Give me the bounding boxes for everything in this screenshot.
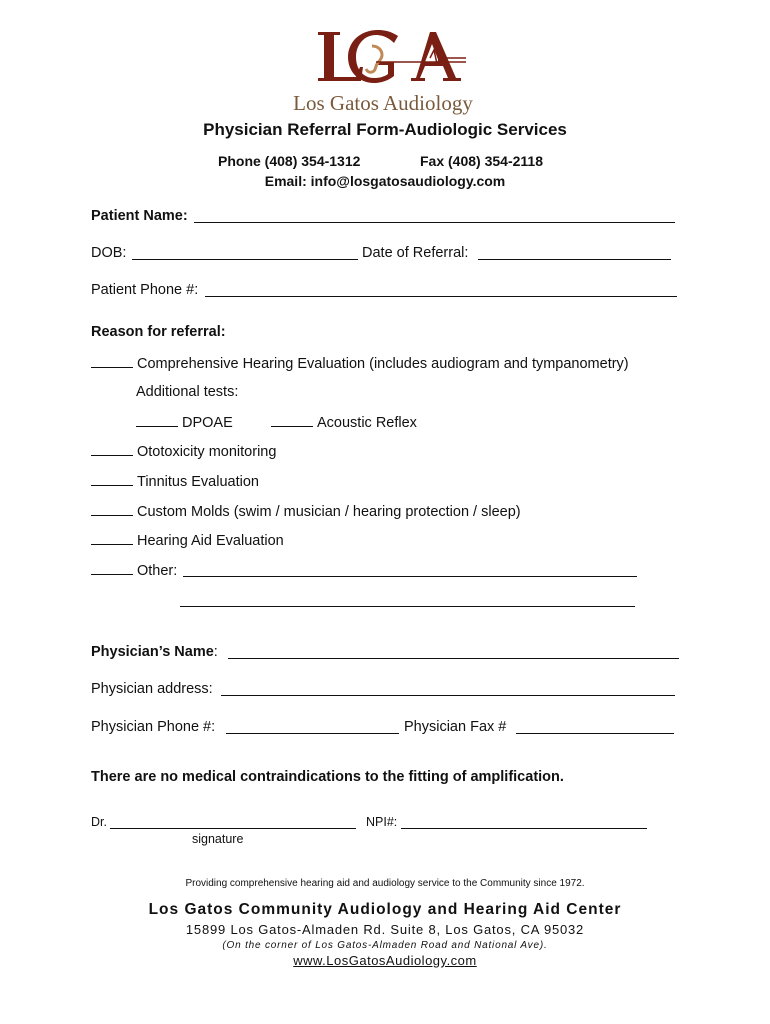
other-label: Other:: [137, 563, 178, 579]
dpoae-label: DPOAE: [182, 415, 233, 431]
custom-molds-label: Custom Molds (swim / musician / hearing protection / sleep): [137, 504, 521, 520]
acoustic-reflex-label: Acoustic Reflex: [317, 415, 417, 431]
logo-subtitle: Los Gatos Audiology: [293, 91, 473, 115]
physician-fax-field[interactable]: [516, 733, 674, 734]
other-blank[interactable]: [91, 562, 133, 575]
footer-center-name: Los Gatos Community Audiology and Hearing Aid Center: [148, 901, 622, 918]
dpoae-blank[interactable]: [136, 414, 178, 427]
other-option[interactable]: [91, 562, 177, 579]
contraindications-statement: There are no medical contraindications to the fitting of amplification.: [91, 769, 564, 785]
footer-website-link[interactable]: www.LosGatosAudiology.com: [293, 953, 477, 968]
physician-address-label: Physician address:: [91, 681, 213, 697]
footer-address: 15899 Los Gatos-Almaden Rd. Suite 8, Los Gatos, CA 95032: [185, 922, 585, 937]
reason-heading: Reason for referral:: [91, 324, 226, 340]
dob-field[interactable]: [132, 259, 358, 260]
email-address[interactable]: Email: info@losgatosaudiology.com: [264, 173, 506, 189]
custom-molds-blank[interactable]: [91, 503, 133, 516]
ototoxicity-option[interactable]: [91, 443, 276, 460]
phone-number: Phone (408) 354-1312: [218, 153, 361, 169]
dr-label: Dr.: [91, 815, 107, 829]
physician-phone-field[interactable]: [226, 733, 399, 734]
hearing-aid-label: Hearing Aid Evaluation: [137, 533, 284, 549]
patient-name-label: Patient Name:: [91, 208, 188, 224]
acoustic-reflex-option[interactable]: [271, 414, 417, 431]
dpoae-option[interactable]: [136, 414, 233, 431]
acoustic-reflex-blank[interactable]: [271, 414, 313, 427]
other-field-line-2[interactable]: [180, 606, 635, 607]
referral-date-field[interactable]: [478, 259, 671, 260]
signature-caption: signature: [192, 832, 244, 846]
physician-name-field[interactable]: [228, 658, 679, 659]
hearing-aid-option[interactable]: [91, 532, 284, 549]
tinnitus-blank[interactable]: [91, 473, 133, 486]
custom-molds-option[interactable]: [91, 503, 521, 520]
tinnitus-label: Tinnitus Evaluation: [137, 474, 259, 490]
additional-tests-label: Additional tests:: [136, 384, 239, 400]
ototoxicity-label: Ototoxicity monitoring: [137, 444, 277, 460]
physician-address-field[interactable]: [221, 695, 675, 696]
other-field-line-1[interactable]: [183, 576, 637, 577]
comprehensive-option[interactable]: [91, 355, 629, 372]
footer-directions: (On the corner of Los Gatos-Almaden Road and National Ave).: [222, 940, 548, 951]
form-title: Physician Referral Form-Audiologic Services: [203, 120, 567, 139]
physician-fax-label: Physician Fax #: [404, 719, 507, 735]
patient-name-field[interactable]: [194, 222, 675, 223]
physician-name-label: Physician’s Name:: [91, 644, 218, 660]
patient-phone-field[interactable]: [205, 296, 677, 297]
footer-tagline: Providing comprehensive hearing aid and audiology service to the Community since 1972.: [185, 878, 585, 889]
signature-field[interactable]: [110, 828, 356, 829]
referral-date-label: Date of Referral:: [362, 245, 469, 261]
comprehensive-label: Comprehensive Hearing Evaluation (includes audiogram and tympanometry): [137, 356, 629, 372]
physician-phone-label: Physician Phone #:: [91, 719, 216, 735]
comprehensive-blank[interactable]: [91, 355, 133, 368]
patient-phone-label: Patient Phone #:: [91, 282, 199, 298]
ototoxicity-blank[interactable]: [91, 443, 133, 456]
npi-label: NPI#:: [366, 815, 398, 829]
hearing-aid-blank[interactable]: [91, 532, 133, 545]
fax-number: Fax (408) 354-2118: [420, 153, 543, 169]
npi-field[interactable]: [401, 828, 647, 829]
dob-label: DOB:: [91, 245, 127, 261]
tinnitus-option[interactable]: [91, 473, 259, 490]
